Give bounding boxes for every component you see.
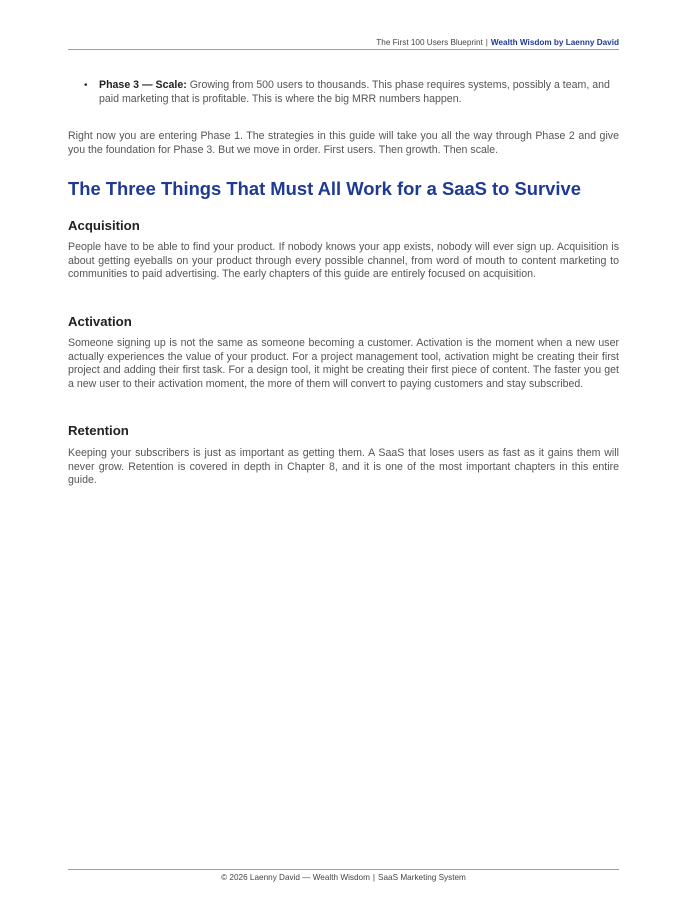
page-header [68,37,619,49]
intro-paragraph: Right now you are entering Phase 1. The strategies in this guide will take you all the way through Phase 2 and give you the foundation for Phase 3. But we move in order. First users. Then growth. Then scale. [68,130,619,156]
bullet-dot-icon: • [84,80,88,91]
footer-rule [68,869,619,870]
header-doc-title: The First 100 Users Blueprint [376,38,483,47]
paragraph-acquisition: People have to be able to find your product. If nobody knows your app exists, nobody will ever sign up. Acquisition is about getting eyeballs on your product through every possible channel, from word of mouth to content marketing to communities to paid advertising. The early chapters of this guide are entirely focused on acquisition. [68,241,619,280]
footer-separator: | [372,873,376,882]
header-brand: Wealth Wisdom by Laenny David [490,38,619,47]
bullet-lead: Phase 3 — Scale: [99,79,187,91]
header-rule [68,49,619,50]
page-footer [68,872,619,884]
bullet-text: Growing from 500 users to thousands. This phase requires systems, possibly a team, and paid marketing that is profitable. This is where the big MRR numbers happen. [99,79,610,105]
header-separator: | [485,38,488,47]
footer-copyright: © 2026 Laenny David — Wealth Wisdom [221,873,370,882]
list-item [84,79,614,106]
footer-system: SaaS Marketing System [378,873,466,882]
subheading-retention: Retention [68,423,129,438]
phase-bullet-list [84,79,614,106]
subheading-activation: Activation [68,314,132,329]
section-heading: The Three Things That Must All Work for a SaaS to Survive [68,178,581,199]
subheading-acquisition: Acquisition [68,218,140,233]
paragraph-retention: Keeping your subscribers is just as important as getting them. A SaaS that loses users as fast as it gains them will never grow. Retention is covered in depth in Chapter 8, and it is one of the most important chapters in this entire guide. [68,447,619,486]
paragraph-activation: Someone signing up is not the same as someone becoming a customer. Activation is the moment when a new user actually experiences the value of your product. For a project management tool, activation might be creating their first project and adding their first task. For a design tool, it might be creating their first piece of content. The faster you get a new user to their activation moment, the more of them will convert to paying customers and stay subscribed. [68,337,619,390]
